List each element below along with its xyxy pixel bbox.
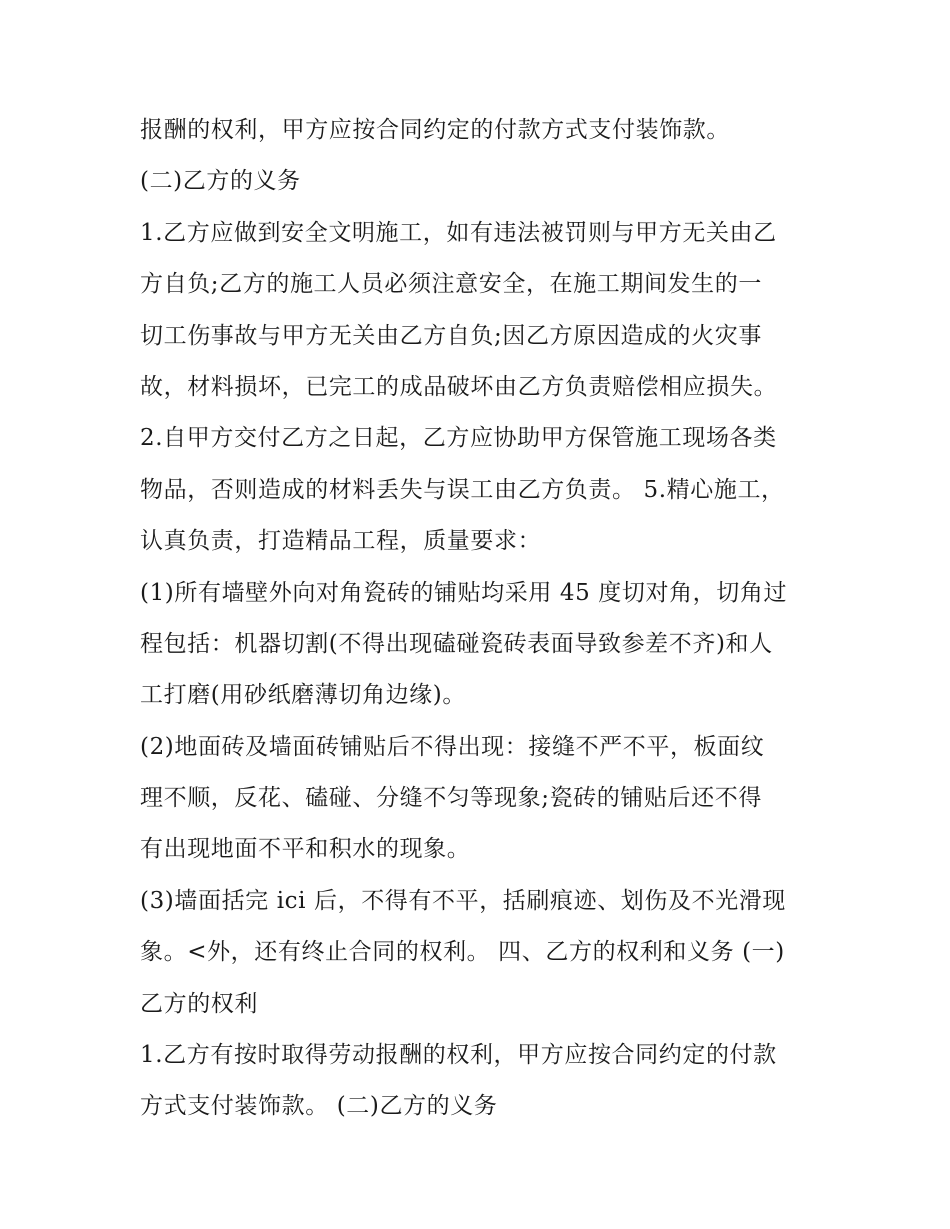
text-line: 有出现地面不平和积水的现象。 [140, 836, 471, 863]
text-line: 1.乙方应做到安全文明施工，如有违法被罚则与甲方无关由乙 [140, 219, 777, 246]
text-line: 方自负;乙方的施工人员必须注意安全，在施工期间发生的一 [140, 271, 762, 298]
text-line: (1)所有墙壁外向对角瓷砖的铺贴均采用 45 度切对角，切角过 [140, 579, 788, 606]
text-line: 1.乙方有按时取得劳动报酬的权利，甲方应按合同约定的付款 [140, 1042, 777, 1069]
text-line: 报酬的权利，甲方应按合同约定的付款方式支付装饰款。 [140, 117, 730, 143]
text-line: 象。<外，还有终止合同的权利。 四、乙方的权利和义务 (一) [140, 939, 785, 966]
text-line: 切工伤事故与甲方无关由乙方自负;因乙方原因造成的火灾事 [140, 322, 762, 349]
text-line: (3)墙面括完 ici 后，不得有不平，括刷痕迹、划伤及不光滑现 [140, 887, 786, 914]
section-heading: (二)乙方的义务 [140, 168, 301, 195]
section-heading: 乙方的权利 [140, 990, 258, 1017]
text-line: (2)地面砖及墙面砖铺贴后不得出现：接缝不严不平，板面纹 [140, 733, 765, 760]
document-body [140, 111, 820, 1139]
text-line: 程包括：机器切割(不得出现磕碰瓷砖表面导致参差不齐)和人 [140, 630, 773, 657]
text-line: 认真负责，打造精品工程，质量要求： [140, 528, 542, 555]
text-line: 理不顺，反花、磕碰、分缝不匀等现象;瓷砖的铺贴后还不得 [140, 785, 762, 812]
text-line: 工打磨(用砂纸磨薄切角边缘)。 [140, 682, 466, 709]
text-line: 方式支付装饰款。 (二)乙方的义务 [140, 1093, 498, 1120]
text-line: 2.自甲方交付乙方之日起，乙方应协助甲方保管施工现场各类 [140, 425, 777, 452]
text-line: 物品，否则造成的材料丢失与误工由乙方负责。 5.精心施工， [140, 476, 785, 503]
text-line: 故，材料损坏，已完工的成品破坏由乙方负责赔偿相应损失。 [140, 373, 778, 400]
